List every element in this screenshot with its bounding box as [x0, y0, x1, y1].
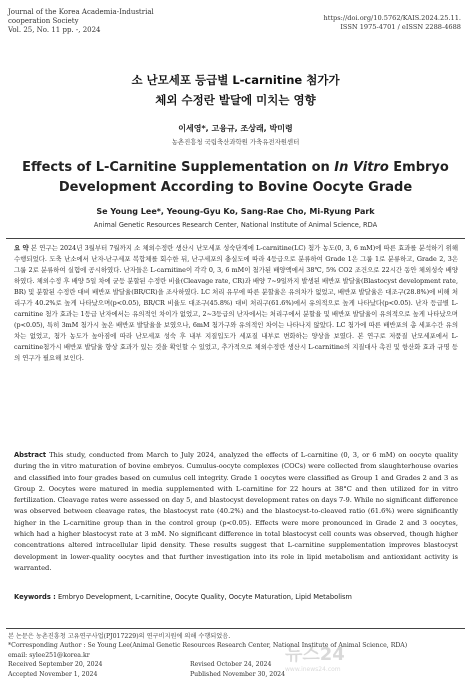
korean-abstract: [14, 243, 458, 364]
author-email[interactable]: email: sylee251@korea.kr: [8, 651, 90, 659]
received-date: Received September 20, 2024: [8, 661, 103, 669]
corresponding-author: *Corresponding Author : Se Young Lee(Animal Genetic Resources Research Center, National Institute of Animal Science, RDA): [8, 642, 408, 650]
journal-identifiers: [323, 14, 461, 32]
doi-link[interactable]: https://doi.org/10.5762/KAIS.2024.25.11.: [323, 14, 461, 22]
revised-date: Revised October 24, 2024: [189, 661, 272, 669]
funding-note: 본 논문은 농촌진흥청 고유연구사업(PJ017229)의 연구비지원에 의해 수행되었음.: [8, 633, 231, 640]
accepted-date: Accepted November 1, 2024: [8, 670, 98, 678]
korean-authors: 이세영*, 고융규, 조상래, 박미령: [178, 124, 293, 133]
news-watermark: [285, 640, 395, 673]
journal-volume: Vol. 25, No. 11 pp. -, 2024: [8, 26, 101, 34]
english-abstract: [14, 450, 458, 574]
english-title-italic-term: In Vitro: [334, 160, 389, 175]
korean-institution: 농촌진흥청 국립축산과학원 가축유전자원센터: [171, 138, 300, 146]
watermark-url: www.inews24.com: [285, 666, 341, 673]
english-title-line2: Development According to Bovine Oocyte Grade: [58, 180, 413, 195]
keywords-label: Keywords :: [14, 593, 56, 601]
keywords: [14, 593, 458, 601]
korean-title-line2: 체외 수정란 발달에 미치는 영향: [155, 93, 316, 107]
english-abstract-label: Abstract: [14, 451, 47, 459]
issn: ISSN 1975-4701 / eISSN 2288-4688: [340, 23, 461, 31]
english-abstract-text: This study, conducted from March to July 2024, analyzed the effects of L-carnitine (0, 3, or 6 mM) on oocyte quality during the in vitro maturation of bovine embryos. Cumulus-oocyte complexes (COCs) were collected from slaughterhouse ovaries and classified into four grades based on cumulus cell integrity. Grade 1 oocytes were classified as Group 1 and Grades 2 and 3 as Group 2. Oocytes were matured in media supplemented with L-carnitine for 22 hours at 38°C and then utilized for in vitro fertilization. Cleavage rates were assessed on day 5, and blastocyst development rates on days 7-9. While no significant difference was observed between cleavage rates, the blastocyst rate (40.2%) and the blastocyst-to-cleaved ratio (61.6%) were significantly higher in the L-carnitine group than in the control group (p<0.05). Effects were more pronounced in Grade 2 and 3 oocytes, which had a higher blastocyst rate at 3 mM. No significant difference in total blastocyst cell counts was observed, though higher concentrations altered intracellular lipid density. These results suggest that L-carnitine supplementation improves blastocyst development in lower-quality oocytes and that further investigation into its role in lipid metabolism and antioxidant activity is warranted.: [14, 451, 458, 572]
english-title-line1: [20, 158, 451, 177]
korean-abstract-label: 요 약: [14, 244, 29, 252]
english-authors: Se Young Lee*, Yeoung-Gyu Ko, Sang-Rae Cho, Mi-Ryung Park: [96, 207, 375, 216]
journal-info: [8, 8, 154, 35]
watermark-logo: 뉴스24: [285, 644, 345, 665]
korean-abstract-text: 본 연구는 2024년 3월부터 7월까지 소 체외수정란 생산시 난모세포 성숙단계에 L-carnitine(LC) 첨가 농도(0, 3, 6 mM)에 따른 효과를 분석하기 위해 수행되었다. 도축 난소에서 난자-난구세포 복합체를 회수한 뒤, 난구세포의 충실도에 따라 4등급으로 분류하여 Grade 1은 그룹 1로 분류하고, Grade 2, 3은 그룹 2로 분류하여 실험에 공시하였다. 난자들은 L-carnitine이 각각 0, 3, 6 mM이 첨가된 배양액에서 38℃, 5% CO2 조건으로 22시간 동안 체외성숙 배양하였다. 체외수정 후 배양 5일 차에 균등 분할된 수정란 비율(Cleavage rate, CR)과 배양 7~9일까지 발생된 배반포 발달율(Blastocyst development rate, BR) 및 분할된 수정란 대비 배반포 발달율(BR/CR)을 조사하였다. LC 처리 유무에 따른 분할율은 유의차가 없었고, 배반포 발달율은 대조구(28.8%)에 비해 처리구가 40.2%로 높게 나타났으며(p<0.05), BR/CR 비율도 대조구(45.8%) 대비 처리구(61.6%)에서 유의적으로 높게 나타났다(p<0.05). 난자 등급별 L-carnitine 첨가 효과는 1등급 난자에서는 유의적인 차이가 없었고, 2~3등급의 난자에서는 처리구에서 분할율 및 배반포 발달율이 유의적으로 높게 나타났으며(p<0.05), 특히 3mM 첨가시 높은 배반포 발달율을 보였으나, 6mM 첨가구와 유의적인 차이는 나타나지 않았다. LC 첨가에 따른 배반포의 총 세포수간 유의차는 없었고, 첨가 농도가 높아짐에 따라 난모세포 성숙 후 내부 지질입도가 세포질 내부로 변화하는 양상을 보였다. 본 연구로 저품질 난모세포에서 L-carnitine첨가시 배반포 발달율 향상 효과가 있는 것을 확인할 수 있었고, 추가적으로 체외수정란 생산시 L-carnitine의 지질대사 촉진 및 항산화 효과 규명 등의 연구가 필요해 보인다.: [14, 244, 458, 362]
korean-title-line1: 소 난모세포 등급별 L-carnitine 첨가가: [131, 73, 340, 87]
divider-footer: [6, 628, 465, 629]
published-date: Published November 30, 2024: [189, 670, 286, 678]
english-institution: Animal Genetic Resources Research Center, National Institute of Animal Science, RDA: [93, 221, 378, 229]
keywords-text: Embryo Development, L-carnitine, Oocyte Quality, Oocyte Maturation, Lipid Metabolism: [57, 593, 352, 601]
journal-name-line1: Journal of the Korea Academia-Industrial: [8, 8, 154, 16]
journal-name-line2: cooperation Society: [8, 17, 79, 25]
english-title-line1-text: Effects of L-Carnitine Supplementation on In Vitro Embryo: [22, 160, 449, 175]
divider-top: [6, 238, 465, 239]
